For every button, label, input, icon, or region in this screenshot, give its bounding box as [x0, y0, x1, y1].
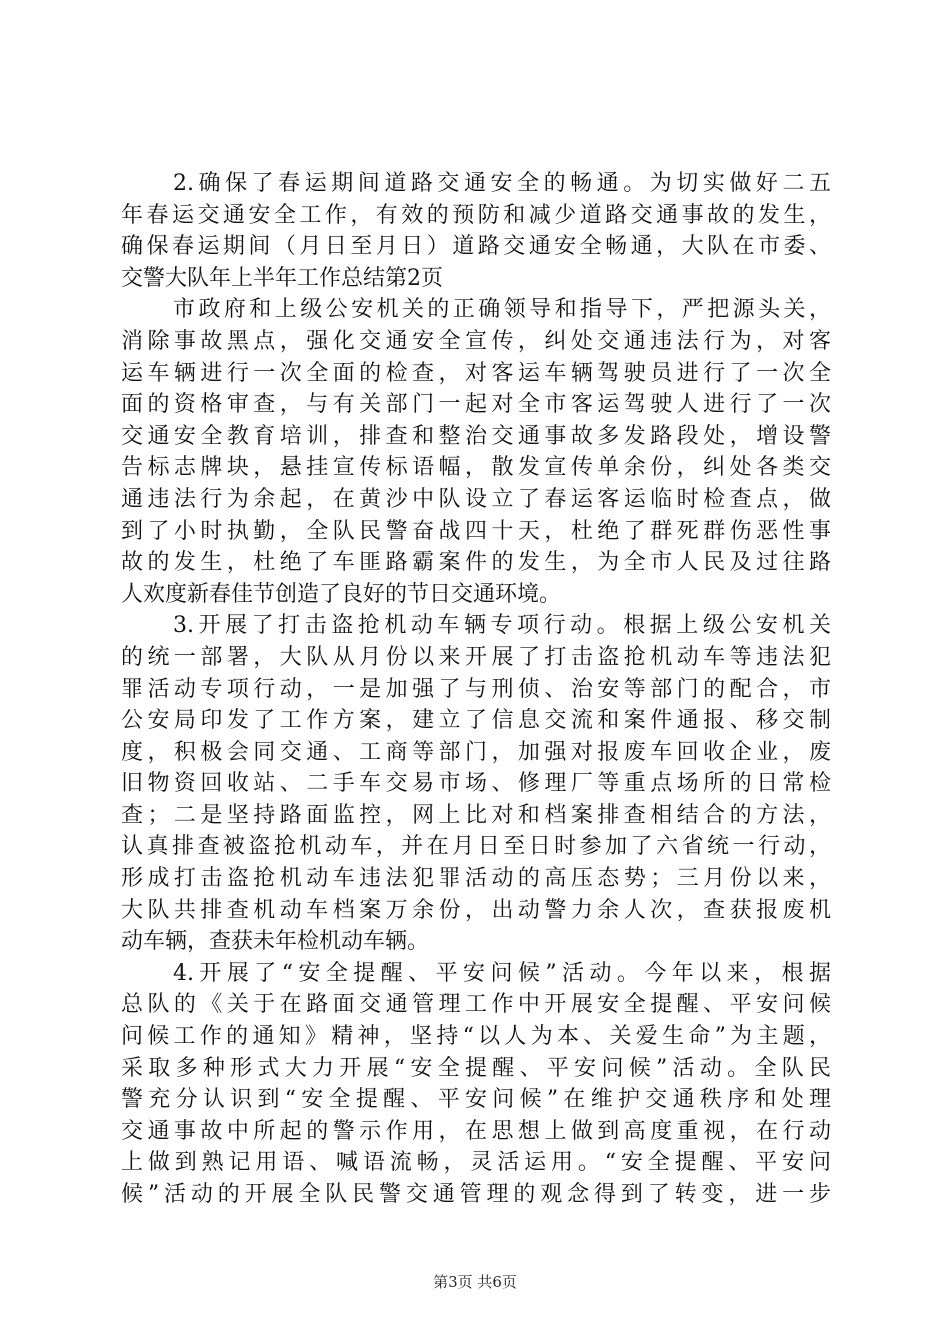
text-line: 年春运交通安全工作，有效的预防和减少道路交通事故的发生，	[121, 202, 831, 228]
text-line: 消除事故黑点，强化交通安全宣传，纠处交通违法行为，对客	[121, 328, 831, 354]
text-line: 到了小时执勤，全队民警奋战四十天，杜绝了群死群伤恶性事	[121, 518, 831, 544]
text-line: 交通安全教育培训，排查和整治交通事故多发路段处，增设警	[121, 423, 831, 449]
text-line: 警充分认识到“安全提醒、平安问候”在维护交通秩序和处理	[121, 1087, 831, 1113]
text-line: 动车辆，查获未年检机动车辆。	[121, 929, 430, 955]
text-line: 采取多种形式大力开展“安全提醒、平安问候”活动。全队民	[121, 1055, 831, 1081]
text-line: 确保春运期间（月日至月日）道路交通安全畅通，大队在市委、	[121, 234, 831, 260]
text-line: 查；二是坚持路面监控，网上比对和档案排查相结合的方法，	[121, 802, 831, 828]
text-line: 总队的《关于在路面交通管理工作中开展安全提醒、平安问候	[121, 992, 831, 1018]
text-line: 认真排查被盗抢机动车，并在月日至日时参加了六省统一行动，	[121, 834, 831, 860]
text-line: 运车辆进行一次全面的检查，对客运车辆驾驶员进行了一次全	[121, 360, 831, 386]
text-line: 的统一部署，大队从月份以来开展了打击盗抢机动车等违法犯	[121, 644, 831, 670]
text-line: 问候工作的通知》精神，坚持“以人为本、关爱生命”为主题，	[121, 1024, 831, 1050]
text-line: 面的资格审查，与有关部门一起对全市客运驾驶人进行了一次	[121, 392, 831, 418]
text-line: 交通事故中所起的警示作用，在思想上做到高度重视，在行动	[121, 1118, 831, 1144]
paragraph-3-heading-line: 3.开展了打击盗抢机动车辆专项行动。根据上级公安机关	[173, 613, 831, 639]
text-line: 故的发生，杜绝了车匪路霸案件的发生，为全市人民及过往路	[121, 550, 831, 576]
text-line: 告标志牌块，悬挂宣传标语幅，散发宣传单余份，纠处各类交	[121, 455, 831, 481]
page-indicator: 第3页 共6页	[433, 1273, 517, 1291]
document-body	[121, 168, 831, 1211]
inline-page-title-line: 交警大队年上半年工作总结第2页	[121, 265, 443, 291]
text-line: 候”活动的开展全队民警交通管理的观念得到了转变，进一步	[121, 1182, 831, 1207]
text-line: 市政府和上级公安机关的正确领导和指导下，严把源头关，	[173, 297, 831, 323]
text-line: 人欢度新春佳节创造了良好的节日交通环境。	[121, 581, 562, 607]
paragraph-4-heading-line: 4.开展了“安全提醒、平安问候”活动。今年以来，根据	[173, 960, 831, 986]
text-line: 通违法行为余起，在黄沙中队设立了春运客运临时检查点，做	[121, 486, 831, 512]
text-line: 公安局印发了工作方案，建立了信息交流和案件通报、移交制	[121, 708, 831, 734]
text-line: 大队共排查机动车档案万余份，出动警力余人次，查获报废机	[121, 897, 831, 923]
text-line: 罪活动专项行动，一是加强了与刑侦、治安等部门的配合，市	[121, 676, 831, 702]
text-line: 形成打击盗抢机动车违法犯罪活动的高压态势；三月份以来，	[121, 866, 831, 892]
text-line: 度，积极会同交通、工商等部门，加强对报废车回收企业，废	[121, 739, 831, 765]
paragraph-2-heading-line: 2.确保了春运期间道路交通安全的畅通。为切实做好二五	[173, 171, 831, 196]
text-line: 旧物资回收站、二手车交易市场、修理厂等重点场所的日常检	[121, 771, 831, 797]
text-line: 上做到熟记用语、喊语流畅，灵活运用。“安全提醒、平安问	[121, 1150, 831, 1176]
